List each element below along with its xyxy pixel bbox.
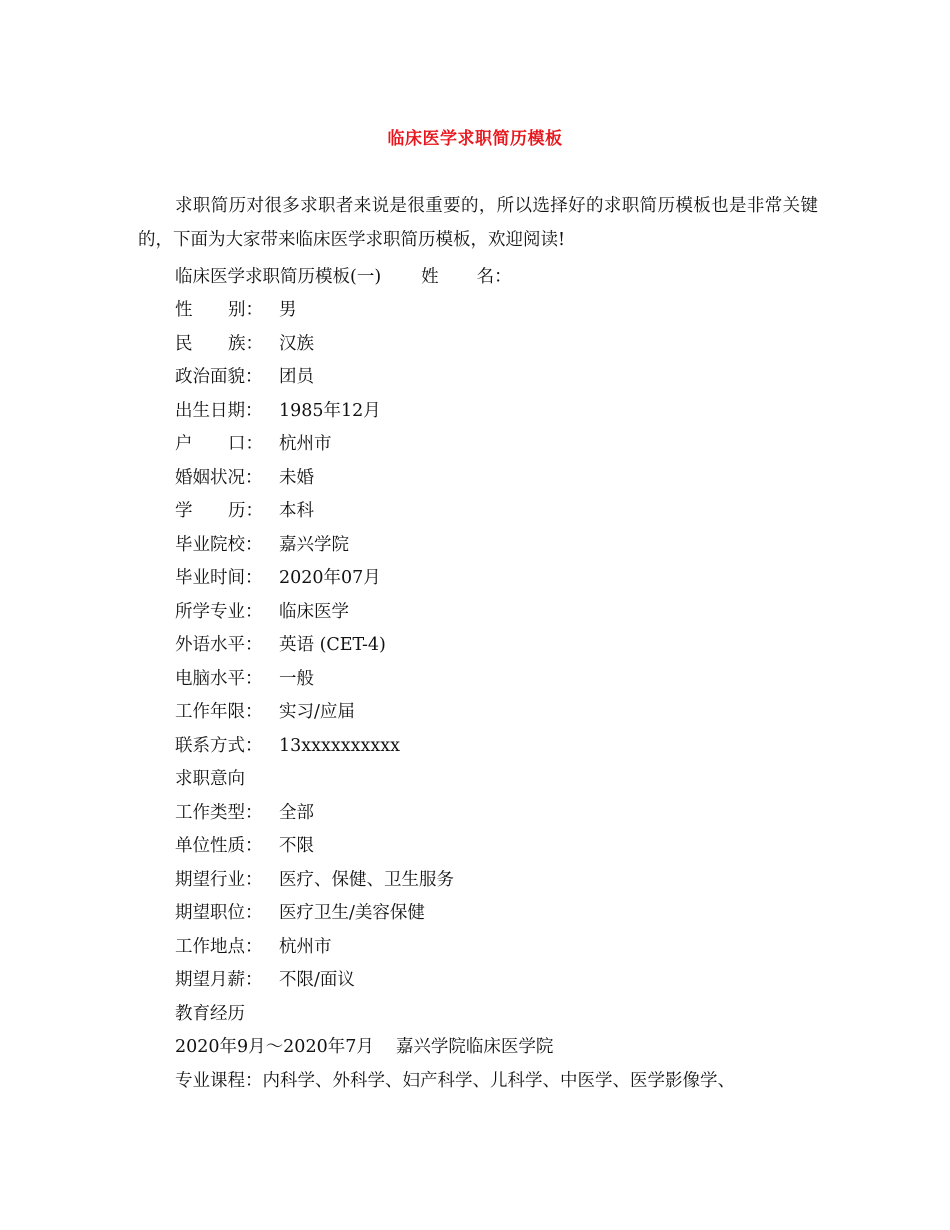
industry-row — [175, 867, 454, 893]
ethnicity-value: 汉族 — [279, 334, 314, 354]
gender-value: 男 — [279, 300, 297, 320]
document-title: 临床医学求职简历模板 — [387, 129, 563, 149]
name-label-c1: 姓 — [421, 267, 439, 287]
computer-skill-value: 一般 — [279, 669, 314, 689]
position-value: 医疗卫生/美容保健 — [279, 903, 425, 923]
salary-label: 期望月薪： — [175, 970, 263, 990]
company-type-value: 不限 — [279, 836, 314, 856]
template-heading: 临床医学求职简历模板(一) — [175, 267, 382, 287]
marital-status-value: 未婚 — [279, 468, 314, 488]
school-label: 毕业院校： — [175, 535, 263, 555]
location-value: 杭州市 — [279, 937, 332, 957]
location-label: 工作地点： — [175, 937, 263, 957]
name-label-c2: 名： — [476, 267, 512, 287]
ethnicity-row — [175, 331, 314, 357]
job-intention-heading: 求职意向 — [175, 769, 245, 789]
marital-status-row — [175, 465, 314, 491]
contact-row — [175, 733, 400, 759]
school-row — [175, 532, 349, 558]
position-row — [175, 900, 425, 926]
work-years-row — [175, 699, 355, 725]
computer-skill-row — [175, 666, 314, 692]
birth-date-label: 出生日期： — [175, 401, 263, 421]
gender-row — [175, 297, 297, 323]
contact-value: 13xxxxxxxxxx — [279, 736, 400, 756]
graduation-time-value: 2020年07月 — [279, 568, 381, 588]
education-level-row — [175, 498, 314, 524]
ethnicity-label-c1: 民 — [175, 334, 193, 354]
school-value: 嘉兴学院 — [279, 535, 349, 555]
political-status-value: 团员 — [279, 367, 314, 387]
graduation-time-label: 毕业时间： — [175, 568, 263, 588]
hukou-label-c1: 户 — [175, 434, 193, 454]
salary-row — [175, 967, 355, 993]
template-heading-line — [175, 264, 512, 290]
industry-label: 期望行业： — [175, 870, 263, 890]
company-type-label: 单位性质： — [175, 836, 263, 856]
political-status-label: 政治面貌： — [175, 367, 263, 387]
hukou-label-c2: 口： — [228, 434, 263, 454]
computer-skill-label: 电脑水平： — [175, 669, 263, 689]
foreign-language-label: 外语水平： — [175, 635, 263, 655]
job-type-label: 工作类型： — [175, 803, 263, 823]
education-level-value: 本科 — [279, 501, 314, 521]
birth-date-row — [175, 398, 381, 424]
education-level-label-c1: 学 — [175, 501, 193, 521]
courses-label: 专业课程： — [175, 1071, 263, 1091]
foreign-language-row — [175, 632, 386, 658]
position-label: 期望职位： — [175, 903, 263, 923]
foreign-language-value: 英语 (CET-4) — [279, 635, 386, 655]
intro-paragraph: 求职简历对很多求职者来说是很重要的，所以选择好的求职简历模板也是非常关键的，下面为大家带来临床医学求职简历模板，欢迎阅读! — [138, 196, 818, 250]
work-years-label: 工作年限： — [175, 702, 263, 722]
courses-row — [175, 1068, 735, 1094]
education-level-label-c2: 历： — [228, 501, 263, 521]
major-label: 所学专业： — [175, 602, 263, 622]
job-type-value: 全部 — [279, 803, 314, 823]
location-row — [175, 934, 332, 960]
gender-label-c1: 性 — [175, 300, 193, 320]
company-type-row — [175, 833, 314, 859]
marital-status-label: 婚姻状况： — [175, 468, 263, 488]
major-row — [175, 599, 349, 625]
education-heading: 教育经历 — [175, 1004, 245, 1024]
courses-value: 内科学、外科学、妇产科学、儿科学、中医学、医学影像学、 — [262, 1071, 735, 1091]
salary-value: 不限/面议 — [279, 970, 355, 990]
education-school: 嘉兴学院临床医学院 — [395, 1037, 554, 1057]
work-years-value: 实习/应届 — [279, 702, 355, 722]
hukou-row — [175, 431, 332, 457]
education-period: 2020年9月～2020年7月 — [175, 1037, 374, 1057]
major-value: 临床医学 — [279, 602, 349, 622]
ethnicity-label-c2: 族： — [228, 334, 263, 354]
political-status-row — [175, 364, 314, 390]
graduation-time-row — [175, 565, 381, 591]
birth-date-value: 1985年12月 — [279, 401, 381, 421]
gender-label-c2: 别： — [228, 300, 263, 320]
contact-label: 联系方式： — [175, 736, 263, 756]
education-entry-row — [175, 1034, 553, 1060]
job-type-row — [175, 800, 314, 826]
hukou-value: 杭州市 — [279, 434, 332, 454]
industry-value: 医疗、保健、卫生服务 — [279, 870, 454, 890]
